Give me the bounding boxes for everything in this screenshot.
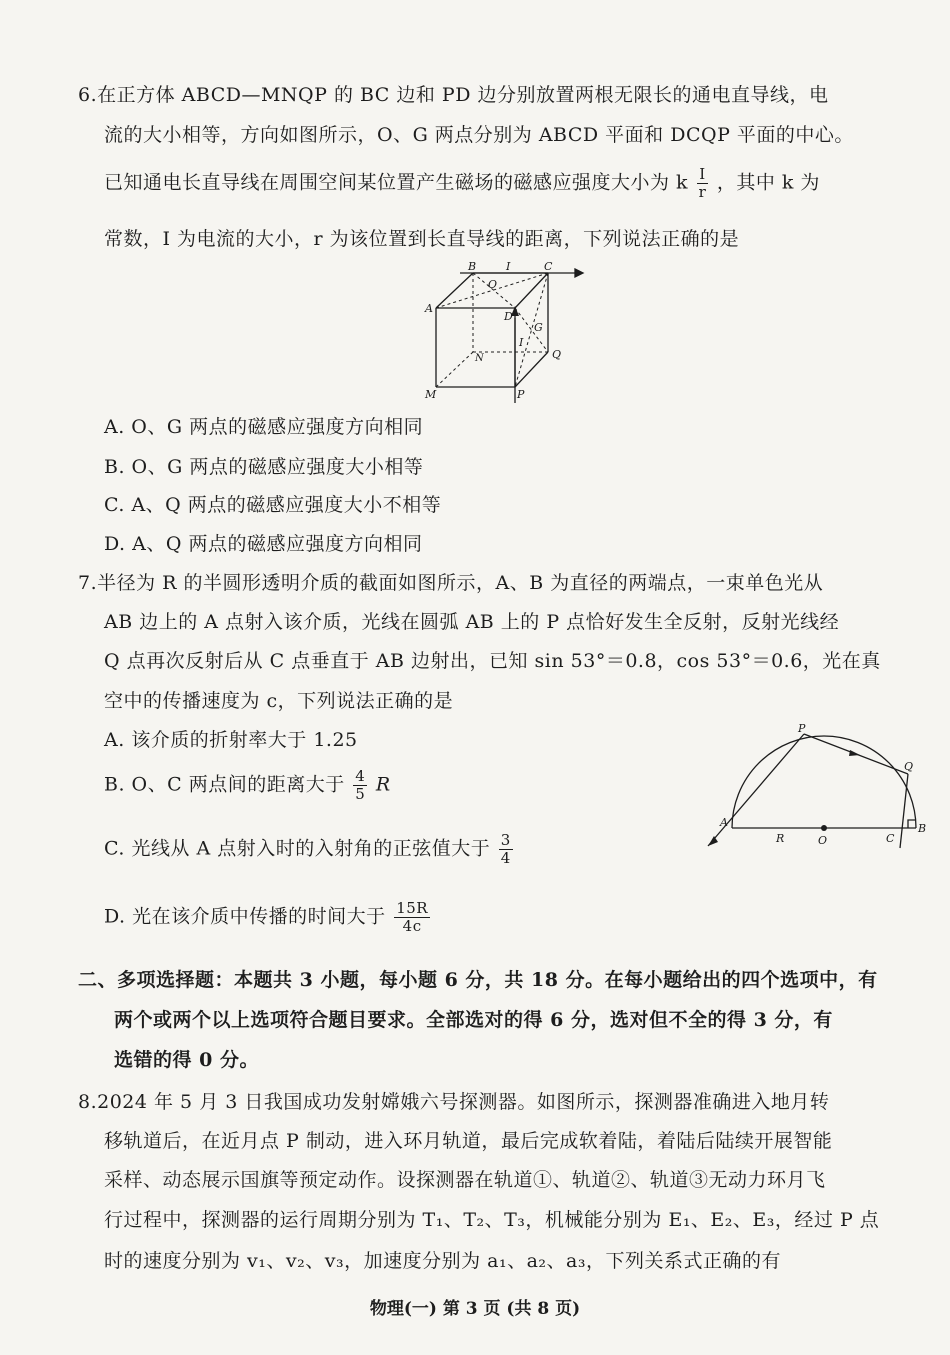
section2-line3: 选错的得 0 分。 [114,1049,259,1071]
q7-option-c-den: 4 [500,849,511,867]
q7-option-b-frac [353,768,367,803]
label-p: P [517,388,525,401]
q7-option-d-frac [394,900,430,935]
q6-line3 [104,166,820,201]
label-m: M [425,388,437,401]
q8-line1: 8.2024 年 5 月 3 日我国成功发射嫦娥六号探测器。如图所示，探测器准确进入地月转 [78,1091,830,1113]
label-c-7: C [886,832,895,845]
q6-line3-tail: ，其中 k 为 [716,171,820,194]
q6-option-d: D. A、Q 两点的磁感应强度方向相同 [104,533,423,555]
q8-line5: 时的速度分别为 v₁、v₂、v₃，加速度分别为 a₁、a₂、a₃，下列关系式正确的有 [104,1250,781,1272]
q7-line4: 空中的传播速度为 c，下列说法正确的是 [104,690,454,712]
q6-line2: 流的大小相等，方向如图所示，O、G 两点分别为 ABCD 平面和 DCQP 平面的中心。 [104,124,854,146]
q6-option-a: A. O、G 两点的磁感应强度方向相同 [104,416,424,438]
center-point [821,825,827,831]
q7-option-b-tail: R [375,773,391,796]
ray-arrow-icon [849,750,860,756]
q7-option-d [104,900,432,935]
ray-entry-arrow-icon [708,836,718,846]
semicircle-figure [700,722,935,852]
q7-option-d-text: D. 光在该介质中传播的时间大于 [104,905,386,928]
q6-line4: 常数，I 为电流的大小，r 为该位置到长直导线的距离，下列说法正确的是 [104,228,740,250]
label-a: A [425,302,433,315]
label-d: D [504,310,513,323]
q7-option-c-text: C. 光线从 A 点射入时的入射角的正弦值大于 [104,837,491,860]
label-o: O [488,278,498,291]
q7-line1: 7.半径为 R 的半圆形透明介质的截面如图所示，A、B 为直径的两端点，一束单色光从 [78,572,824,594]
q6-option-b: B. O、G 两点的磁感应强度大小相等 [104,456,424,478]
q8-line3: 采样、动态展示国旗等预定动作。设探测器在轨道①、轨道②、轨道③无动力环月飞 [104,1169,826,1191]
label-q-7: Q [904,760,914,773]
label-a-7: A [720,816,728,829]
q7-option-c [104,832,515,867]
label-b-7: B [918,822,927,835]
q7-option-b-text: B. O、C 两点间的距离大于 [104,773,345,796]
label-g: G [534,321,543,334]
q6-line1: 6.在正方体 ABCD—MNQP 的 BC 边和 PD 边分别放置两根无限长的通电直导线，电 [78,84,829,106]
q7-option-d-den: 4c [402,917,422,935]
q6-fraction [697,166,709,201]
section2-line2: 两个或两个以上选项符合题目要求。全部选对的得 6 分，选对但不全的得 3 分，有 [114,1009,833,1031]
q7-option-b-den: 5 [355,785,366,803]
cube-figure [420,258,590,404]
label-i: I [506,260,511,273]
section2-line1: 二、多项选择题：本题共 3 小题，每小题 6 分，共 18 分。在每小题给出的四个选项中，有 [78,969,878,991]
q6-frac-num: I [699,165,706,183]
q8-line2: 移轨道后，在近月点 P 制动，进入环月轨道，最后完成软着陆，着陆后陆续开展智能 [104,1130,833,1152]
label-b: B [468,260,477,273]
label-c: C [544,260,553,273]
label-q: Q [552,348,562,361]
q7-line3: Q 点再次反射后从 C 点垂直于 AB 边射出，已知 sin 53°＝0.8，cos 53°＝0.6，光在真 [104,650,881,672]
label-o-7: O [818,834,828,847]
page-footer: 物理(一) 第 3 页 (共 8 页) [369,1299,581,1319]
label-n: N [475,353,484,364]
q7-option-b [104,768,391,803]
q7-option-c-num: 3 [500,831,511,849]
q7-line2: AB 边上的 A 点射入该介质，光线在圆弧 AB 上的 P 点恰好发生全反射，反射光线经 [104,611,840,633]
label-r-7: R [776,832,785,845]
label-p-7: P [798,722,806,735]
q6-frac-den: r [698,183,707,201]
q6-option-c: C. A、Q 两点的磁感应强度大小不相等 [104,494,442,516]
q8-line4: 行过程中，探测器的运行周期分别为 T₁、T₂、T₃，机械能分别为 E₁、E₂、E₃，经过 P 点 [104,1209,880,1231]
q7-option-c-frac [499,832,513,867]
q7-option-b-num: 4 [355,767,366,785]
q7-option-a: A. 该介质的折射率大于 1.25 [104,729,358,751]
q6-line3-text: 已知通电长直导线在周围空间某位置产生磁场的磁感应强度大小为 k [104,171,689,194]
label-i2: I [519,336,524,349]
q7-option-d-num: 15R [396,899,429,917]
